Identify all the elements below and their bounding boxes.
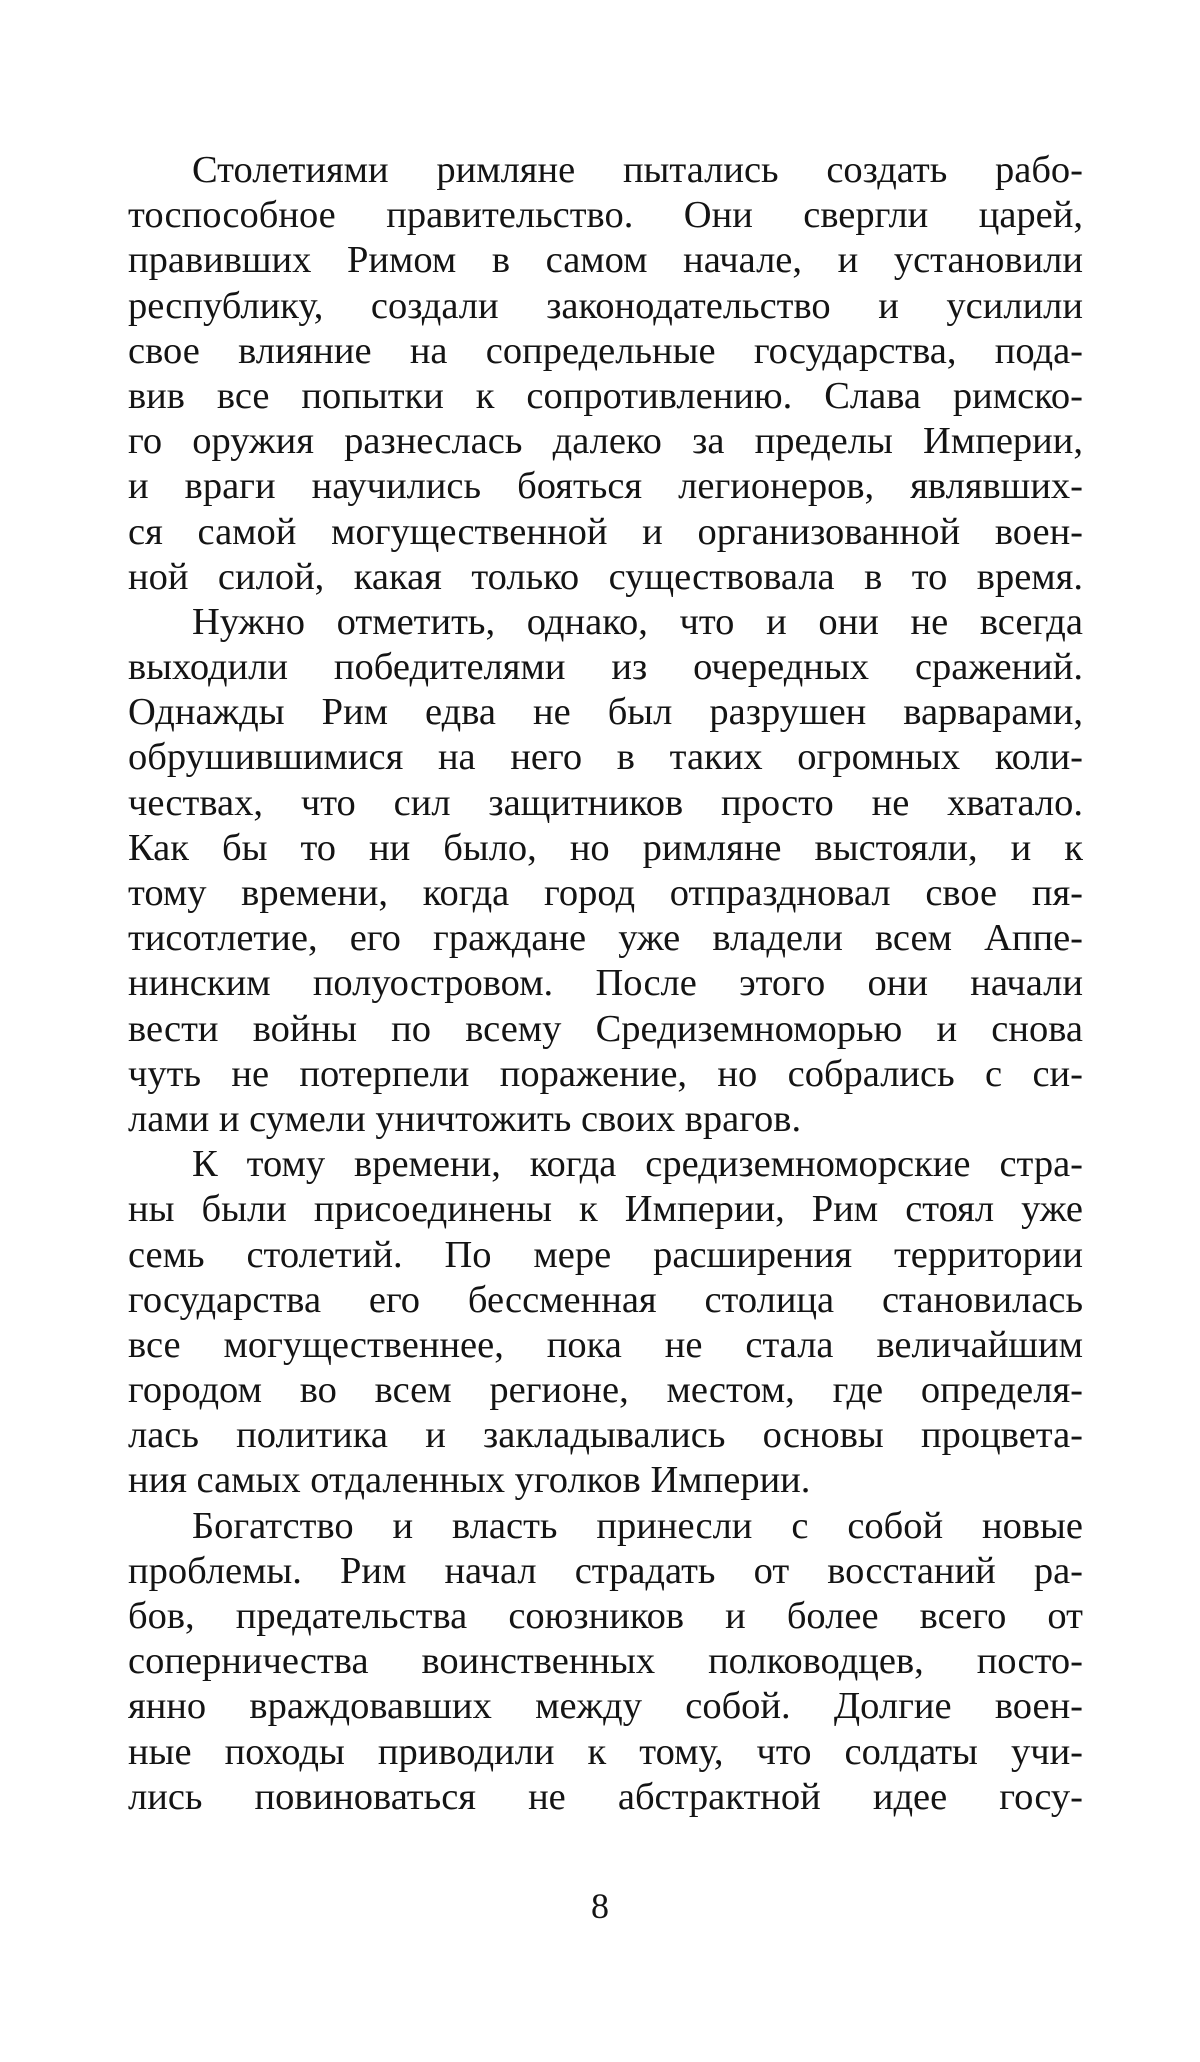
text-line: правивших Римом в самом начале, и установили bbox=[128, 239, 1083, 282]
text-line: К тому времени, когда средиземноморские стра- bbox=[192, 1143, 1083, 1186]
text-line: янно враждовавших между собой. Долгие воен- bbox=[128, 1685, 1083, 1728]
body-text bbox=[128, 148, 1083, 1820]
text-line: Богатство и власть принесли с собой новые bbox=[192, 1504, 1083, 1547]
text-line: нинским полуостровом. После этого они начали bbox=[128, 962, 1083, 1005]
text-line: Столетиями римляне пытались создать рабо- bbox=[192, 149, 1083, 191]
text-line: Как бы то ни было, но римляне выстояли, и к bbox=[128, 826, 1083, 869]
text-line: тисотлетие, его граждане уже владели всем Аппе- bbox=[128, 917, 1083, 960]
text-line: тому времени, когда город отпраздновал свое пя- bbox=[128, 872, 1083, 914]
paragraph-3 bbox=[128, 1142, 1083, 1504]
text-line: выходили победителями из очередных сражений. bbox=[128, 646, 1083, 689]
text-line: чествах, что сил защитников просто не хватало. bbox=[128, 781, 1083, 824]
text-line: все могущественнее, пока не стала величайшим bbox=[128, 1323, 1083, 1366]
text-line: ной силой, какая только существовала в то время. bbox=[128, 555, 1083, 598]
text-line: и враги научились бояться легионеров, являвших- bbox=[128, 465, 1083, 508]
text-line: Нужно отметить, однако, что и они не всегда bbox=[192, 600, 1083, 643]
text-line: республику, создали законодательство и усилили bbox=[128, 284, 1083, 327]
text-line: ся самой могущественной и организованной воен- bbox=[128, 510, 1083, 553]
paragraph-1 bbox=[128, 148, 1083, 600]
text-line: государства его бессменная столица становилась bbox=[128, 1278, 1083, 1321]
text-line: лись повиноваться не абстрактной идее госу- bbox=[128, 1775, 1083, 1818]
text-line: городом во всем регионе, местом, где определя- bbox=[128, 1369, 1083, 1412]
text-line: Однажды Рим едва не был разрушен варварами, bbox=[128, 691, 1083, 734]
text-line: ные походы приводили к тому, что солдаты учи- bbox=[128, 1730, 1083, 1773]
paragraph-4 bbox=[128, 1504, 1083, 1820]
text-line: обрушившимися на него в таких огромных коли- bbox=[128, 736, 1083, 779]
text-line: вести войны по всему Средиземноморью и снова bbox=[128, 1007, 1083, 1050]
text-line: ны были присоединены к Империи, Рим стоял уже bbox=[128, 1188, 1083, 1231]
text-line: ния самых отдаленных уголков Империи. bbox=[128, 1459, 811, 1502]
text-line: лась политика и закладывались основы процвета- bbox=[128, 1414, 1083, 1457]
text-line: тоспособное правительство. Они свергли царей, bbox=[128, 194, 1083, 237]
page-number: 8 bbox=[591, 1886, 609, 1926]
text-line: соперничества воинственных полководцев, посто- bbox=[128, 1640, 1083, 1683]
text-line: семь столетий. По мере расширения территории bbox=[128, 1233, 1083, 1276]
text-line: вив все попытки к сопротивлению. Слава римско- bbox=[128, 374, 1083, 417]
text-line: проблемы. Рим начал страдать от восстаний ра- bbox=[128, 1549, 1083, 1592]
text-line: бов, предательства союзников и более всего от bbox=[128, 1595, 1083, 1637]
text-line: свое влияние на сопредельные государства, пода- bbox=[128, 329, 1083, 372]
paragraph-2 bbox=[128, 600, 1083, 1142]
text-line: чуть не потерпели поражение, но собрались с си- bbox=[128, 1052, 1083, 1095]
text-line: го оружия разнеслась далеко за пределы Империи, bbox=[128, 420, 1083, 463]
text-line: лами и сумели уничтожить своих врагов. bbox=[128, 1097, 802, 1140]
